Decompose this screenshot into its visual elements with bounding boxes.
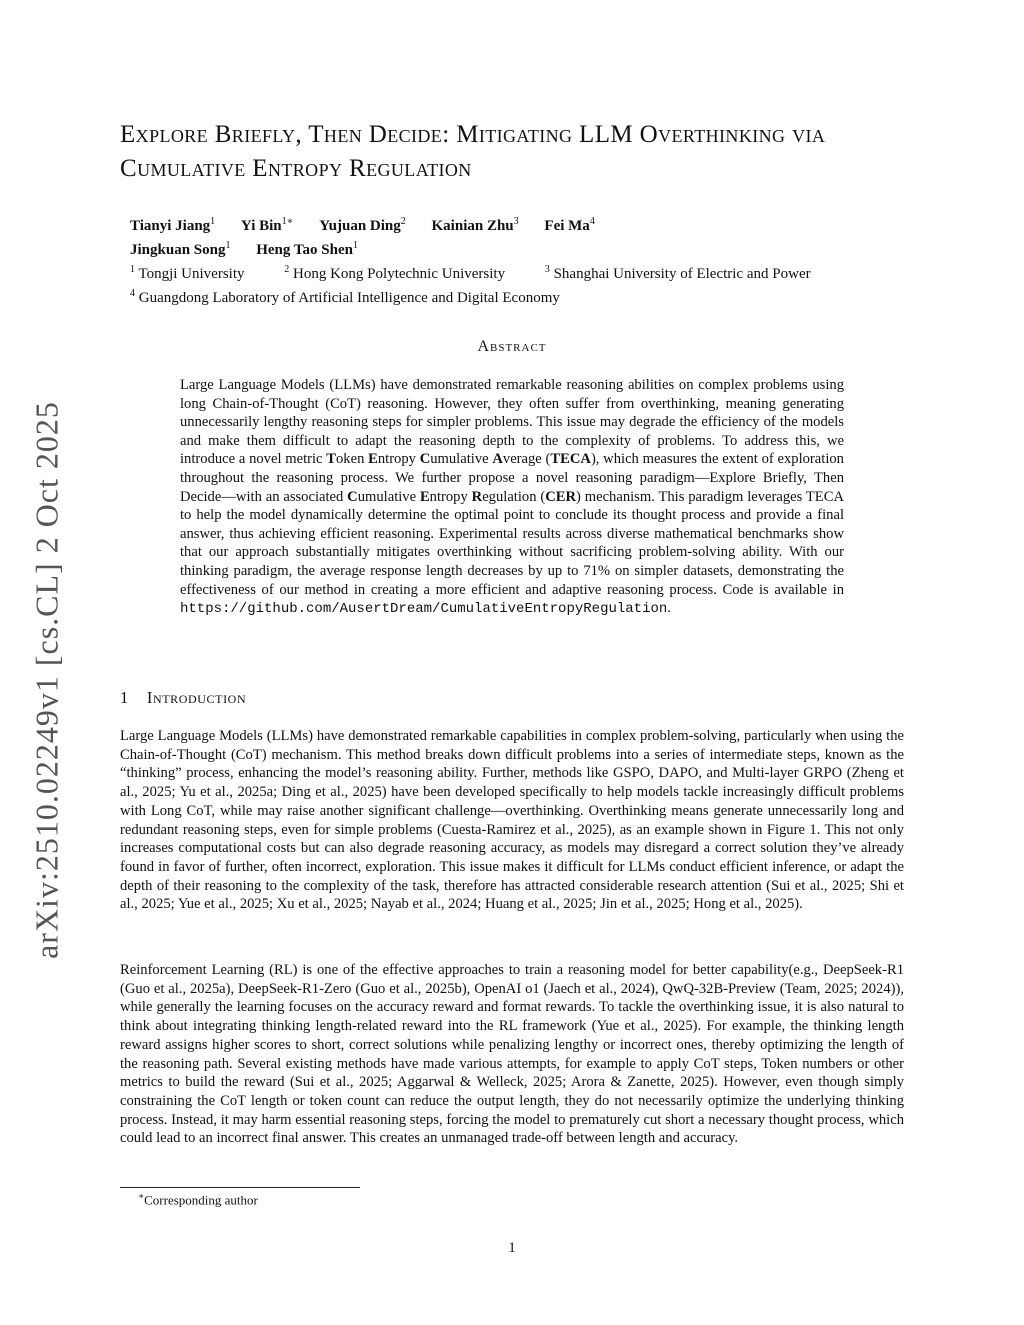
- author: Jingkuan Song$^1$: [130, 240, 231, 258]
- section-heading: [120, 688, 246, 708]
- abstract-text: Large Language Models (LLMs) have demonstrated remarkable reasoning abilities on complex problems using long Chain-of-Thought (CoT) reasoning. However, they often suffer from overthinking, meaning generating unnecessarily lengthy reasoning steps for simpler problems. This issue may degrade the efficiency of the models and make them difficult to adapt the reasoning depth to the complexity of problems. To address this, we introduce a novel metric Token Entropy Cumulative Average (TECA), which measures the extent of exploration throughout the reasoning process. We further propose a novel reasoning paradigm—Explore Briefly, Then Decide—with an associated Cumulative Entropy Regulation (CER) mechanism. This paradigm leverages TECA to help the model dynamically determine the optimal point to conclude its thought process and provide a final answer, thus achieving efficient reasoning. Experimental results across diverse mathematical benchmarks show that our approach substantially mitigates overthinking without sacrificing problem-solving ability. With our thinking paradigm, the average response length decreases by up to 71% on simpler datasets, demonstrating the effectiveness of our method in creating a more efficient and adaptive reasoning process. Code is available in https://github.com/AusertDream/CumulativeEntropyRegulation.: [180, 377, 844, 618]
- affiliation: $^4$ Guangdong Laboratory of Artificial Intelligence and Digital Economy: [130, 288, 560, 306]
- affiliations-row-1: [130, 260, 890, 284]
- author: Yujuan Ding$^2$: [319, 216, 406, 234]
- body-paragraph: Reinforcement Learning (RL) is one of the effective approaches to train a reasoning model for better capability(e.g., DeepSeek-R1 (Guo et al., 2025a), DeepSeek-R1-Zero (Guo et al., 2025b), OpenAI o1 (Jaech et al., 2024), QwQ-32B-Preview (Team, 2025; 2024)), while generally the learning focuses on the accuracy reward and format rewards. To tackle the overthinking issue, it is also natural to think about integrating thinking length-related reward into the RL framework (Yue et al., 2025). For example, the thinking length reward assigns higher scores to short, correct solutions while penalizing lengthy or incorrect ones, thereby optimizing the length of the reasoning path. Several existing methods have made various attempts, for example to apply CoT steps, Token numbers or other metrics to build the reward (Sui et al., 2025; Aggarwal & Welleck, 2025; Arora & Zanette, 2025). However, even though simply constraining the CoT length or token count can reduce the output length, they do not necessarily optimize the underlying thinking process. Instead, it may harm essential reasoning steps, forcing the model to prematurely cut short a necessary thought process, which could lead to an incorrect final answer. This creates an unmanaged trade-off between length and accuracy.: [120, 962, 904, 1147]
- footnote: ∗Corresponding author: [138, 1191, 258, 1208]
- page-number: 1: [508, 1240, 516, 1256]
- author-row-2: [130, 236, 890, 260]
- author: Yi Bin$^{1∗}$: [240, 216, 294, 234]
- arxiv-identifier-text: arXiv:2510.02249v1 [cs.CL] 2 Oct 2025: [28, 401, 65, 959]
- section-number: 1: [120, 688, 129, 707]
- affiliations-row-2: [130, 284, 890, 308]
- author: Tianyi Jiang$^1$: [130, 216, 216, 234]
- affiliation: $^2$ Hong Kong Polytechnic University: [284, 264, 506, 282]
- author: Fei Ma$^4$: [544, 216, 595, 234]
- code-link[interactable]: https://github.com/AusertDream/CumulativeEntropyRegulation: [180, 601, 668, 618]
- affiliation: $^3$ Shanghai University of Electric and Power: [544, 264, 811, 282]
- paper-title: Explore Briefly, Then Decide: Mitigating LLM Overthinking via Cumulative Entropy Regulation: [120, 121, 826, 182]
- arxiv-identifier: [16, 380, 78, 980]
- section-title: Introduction: [146, 688, 247, 707]
- affiliation: $^1$ Tongji University: [130, 264, 245, 282]
- author: Heng Tao Shen$^1$: [256, 240, 358, 258]
- body-paragraph: Large Language Models (LLMs) have demonstrated remarkable capabilities in complex problem-solving, particularly when using the Chain-of-Thought (CoT) mechanism. This method breaks down difficult problems into a series of intermediate steps, known as the “thinking” process, enhancing the model’s reasoning ability. Further, methods like GSPO, DAPO, and Multi-layer GRPO (Zheng et al., 2025; Yu et al., 2025a; Ding et al., 2025) have been developed specifically to help models tackle increasingly difficult problems with Long CoT, while may raise another significant challenge—overthinking. Overthinking means generate unnecessarily long and redundant reasoning steps, even for simple problems (Cuesta-Ramirez et al., 2025), as an example shown in Figure 1. This not only increases computational costs but can also degrade reasoning accuracy, as models may disregard a correct solution they’ve already found in favor of further, often incorrect, exploration. This issue makes it difficult for LLMs conduct efficient inference, or adapt the depth of their reasoning to the complexity of the task, therefore has attracted considerable research attention (Sui et al., 2025; Shi et al., 2025; Yue et al., 2025; Xu et al., 2025; Nayab et al., 2024; Huang et al., 2025; Jin et al., 2025; Hong et al., 2025).: [120, 728, 904, 913]
- abstract-heading: Abstract: [477, 338, 547, 355]
- author-row-1: [130, 212, 890, 236]
- author-block: [130, 212, 890, 308]
- footnote-rule: [120, 1187, 360, 1188]
- author: Kainian Zhu$^3$: [431, 216, 519, 234]
